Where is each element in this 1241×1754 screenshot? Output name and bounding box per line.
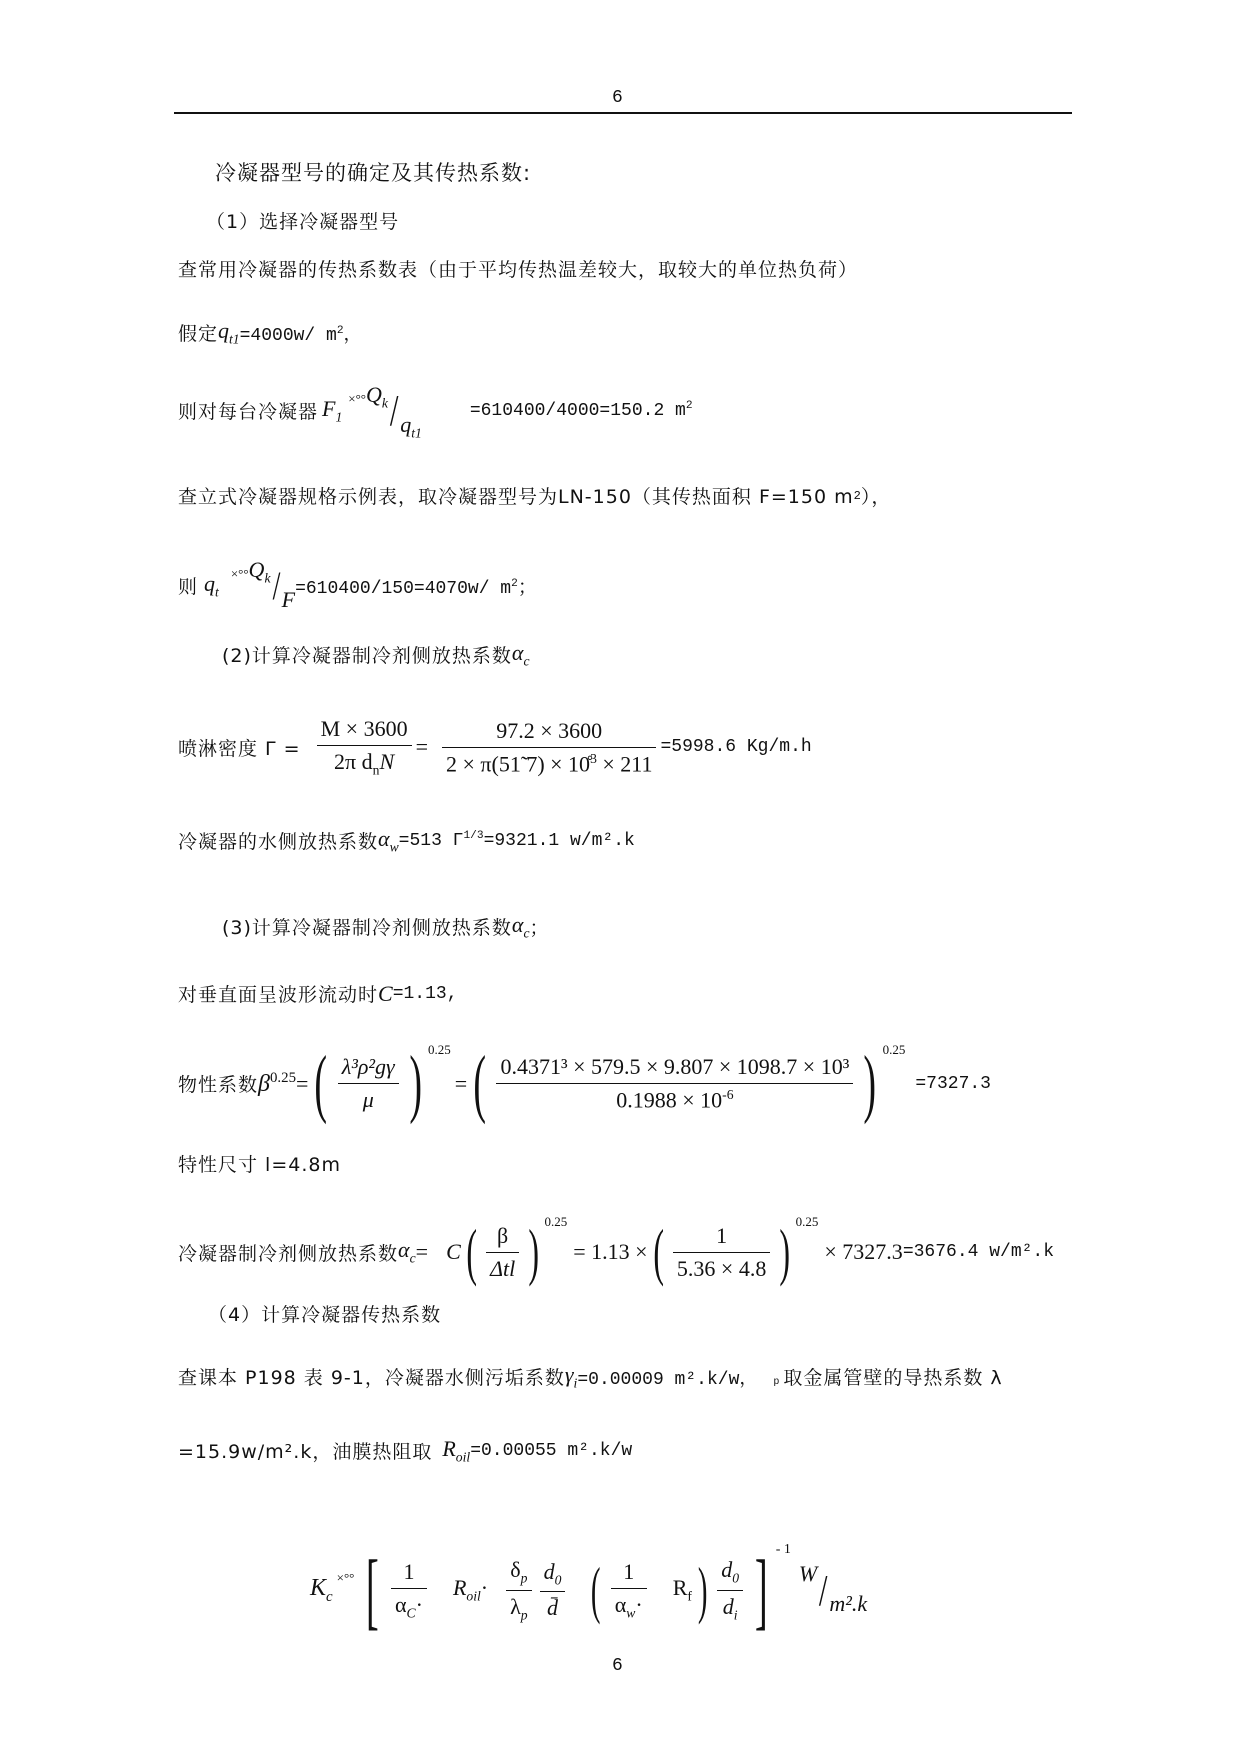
alpha-c-2: $\alpha_c$ — [511, 912, 530, 941]
qt-line — [178, 556, 538, 612]
alphac-prefix: 冷凝器制冷剂侧放热系数 — [178, 1242, 399, 1265]
prop-result: =7327.3 — [915, 1073, 991, 1094]
kc-formula: $K_c$ ×°° [ $\frac{1}{\alpha_C\cdot}$ $R_{oil}\cdot$ $\frac{\delta_p}{\lambda_p}$ $\frac{d_0}{d̄}$ ( $\frac{1}{\alpha_w\cdot}$ $R_f$ ) $\frac{d_0}{d_i}$ ] - 1 W / m².k — [310, 1542, 868, 1638]
kc-roil: $R_{oil}\cdot$ — [452, 1575, 489, 1604]
water-prefix: 冷凝器的水侧放热系数 — [178, 831, 379, 854]
step1-heading: （1）选择冷凝器型号 — [206, 211, 400, 233]
size-line: 特性尺寸 l=4.8m — [178, 1154, 341, 1176]
prop-prefix: 物性系数 — [178, 1074, 259, 1096]
conduct-a: =15.9w/m².k，油膜热阻取 — [178, 1441, 433, 1464]
area-var: $F_1$ — [322, 395, 343, 425]
textbook-a: 查课本 P198 表 9-1，冷凝器水侧污垢系数 — [178, 1367, 565, 1390]
header-rule — [174, 112, 1072, 114]
assume-var: $q_{t1}$ — [218, 318, 240, 347]
spec-paragraph: 查立式冷凝器规格示例表，取冷凝器型号为LN-150（其传热面积 F=150 m — [178, 486, 854, 508]
water-result: =513 $\Gamma^{1/3}=9321.1$ w/m².k — [398, 830, 635, 852]
qt-prefix: 则 — [178, 576, 199, 598]
wave-line — [178, 980, 458, 1007]
kc-frac-delta: $\frac{\delta_p}{\lambda_p}$ — [506, 1557, 531, 1623]
wave-value: =1.13, — [392, 983, 458, 1004]
prop-line: 物性系数 $\beta^{0.25}$ = ( $\frac{\text{λ³ρ²gγ}}{\mu}$ ) 0.25 = ( $\frac{\text{0.4371³ × 579.5 × 9.807 × 1098.7 × 10³}}{0.1988 \times 10^{-6}}$ ) 0.25 =7327.3 — [178, 1041, 991, 1125]
prop-frac1: $\frac{\text{λ³ρ²gγ}}{\mu}$ — [338, 1054, 399, 1113]
qt-var: $q_t$ — [204, 570, 219, 600]
area-slash: / — [389, 386, 399, 435]
area-den: $q_{t1}$ — [400, 411, 422, 441]
step2-heading: (2)计算冷凝器制冷剂侧放热系数 — [222, 645, 512, 668]
qt-result: =610400/150=4070w/ $m^2$； — [295, 576, 538, 599]
step3-line: (3)计算冷凝器制冷剂侧放热系数 $\alpha_c$ ； — [222, 912, 550, 941]
beta: $\beta^{0.25}$ — [258, 1069, 296, 1097]
qt-num: $Q_k$ — [248, 556, 271, 586]
area-line — [178, 381, 693, 441]
spray-frac1: $\frac{M \times 3600}{2\pi d_nN}$ — [317, 716, 412, 778]
qt-slash: / — [272, 563, 280, 608]
wave-var: C — [378, 980, 393, 1006]
page-number-bottom: 6 — [612, 1656, 623, 1676]
area-mark: ×°° — [348, 390, 367, 406]
prop-frac2: $\frac{\text{0.4371³ × 579.5 × 9.807 × 1098.7 × 10³}}{0.1988 \times 10^{-6}}$ — [496, 1054, 853, 1113]
lookup-paragraph: 查常用冷凝器的传热系数表（由于平均传热温差较大，取较大的单位热负荷） — [178, 259, 859, 281]
section-title: 冷凝器型号的确定及其传热系数: — [215, 161, 532, 185]
gamma-i: $\gamma_i$ — [564, 1362, 578, 1391]
area-result: =610400/4000=150.2 $m^2$ — [469, 400, 693, 421]
alpha-w: $\alpha_w$ — [378, 826, 399, 855]
area-num: $Q_k$ — [366, 381, 388, 411]
assume-value: =4000w/ $m^2$， — [239, 324, 362, 346]
step3-heading: (3)计算冷凝器制冷剂侧放热系数 — [222, 917, 512, 940]
kc-frac-d0-di: $\frac{d_0}{d_i}$ — [717, 1557, 743, 1623]
kc-frac-d0: $\frac{d_0}{d̄}$ — [540, 1559, 566, 1621]
alphac-frac2: $\frac{1}{5.36 \times 4.8}$ — [673, 1223, 770, 1282]
spray-line: 喷淋密度 Γ = $\frac{M \times 3600}{2\pi d_nN}$ = $\frac{97.2 \times 3600}{2 \times \pi(51̃ 7) \times 10̊^3 \times 211}$ =5998.6 Kg/m.h — [178, 716, 812, 778]
textbook-b: =0.00009 m².k/w， — [577, 1369, 758, 1390]
alphac-frac1: $\frac{\beta}{\text{Δtl}}$ — [486, 1223, 519, 1282]
area-prefix: 则对每台冷凝器 — [178, 401, 319, 423]
qt-mark: ×°° — [230, 565, 249, 581]
qt-den: F — [281, 586, 296, 612]
wave-prefix: 对垂直面呈波形流动时 — [178, 984, 379, 1006]
kc-frac-alpha-c: $\frac{1}{\alpha_C\cdot}$ — [391, 1559, 427, 1621]
assume-line — [178, 318, 362, 347]
textbook-c: 取金属管壁的导热系数 λ — [783, 1367, 1003, 1390]
step2-line — [222, 640, 530, 669]
spray-prefix: 喷淋密度 Γ = — [178, 737, 301, 760]
conduct-line — [178, 1436, 632, 1465]
spray-frac2: $\frac{97.2 \times 3600}{2 \times \pi(51̃ 7) \times 10̊^3 \times 211}$ — [442, 718, 656, 777]
step4-heading: （4）计算冷凝器传热系数 — [208, 1304, 442, 1326]
alphac-line: 冷凝器制冷剂侧放热系数 $\alpha_c$ = C ( $\frac{\beta}{\text{Δtl}}$ ) 0.25 = 1.13 × ( $\frac{1}{5.36 \times 4.8}$ ) 0.25 × 7327.3 =3676.4 w/m².k — [178, 1214, 1055, 1287]
kc-rf: $R_f$ — [672, 1575, 692, 1604]
kc-var: $K_c$ — [310, 1574, 333, 1605]
kc-unit-den: m².k — [829, 1591, 868, 1616]
spec-line: 查立式冷凝器规格示例表，取冷凝器型号为LN-150（其传热面积 F=150 m 2 ）， — [178, 482, 891, 509]
r-oil: $R_{oil}$ — [442, 1436, 471, 1465]
kc-frac-alpha-w: $\frac{1}{\alpha_w\cdot}$ — [611, 1559, 647, 1621]
page-number-top: 6 — [612, 88, 623, 108]
textbook-line: 查课本 P198 表 9-1，冷凝器水侧污垢系数 $\gamma_i$ =0.00009 m².k/w， p 取金属管壁的导热系数 λ — [178, 1362, 1003, 1391]
alphac-result: =3676.4 w/m².k — [902, 1242, 1055, 1262]
water-line — [178, 826, 635, 855]
kc-unit-num: W — [798, 1561, 818, 1586]
alpha-c: $\alpha_c$ — [511, 640, 530, 669]
alpha-c-3: $\alpha_c$ — [398, 1237, 416, 1266]
conduct-b: =0.00055 m².k/w — [470, 1440, 633, 1461]
spray-result: =5998.6 Kg/m.h — [660, 737, 812, 758]
assume-prefix: 假定 — [178, 323, 219, 346]
